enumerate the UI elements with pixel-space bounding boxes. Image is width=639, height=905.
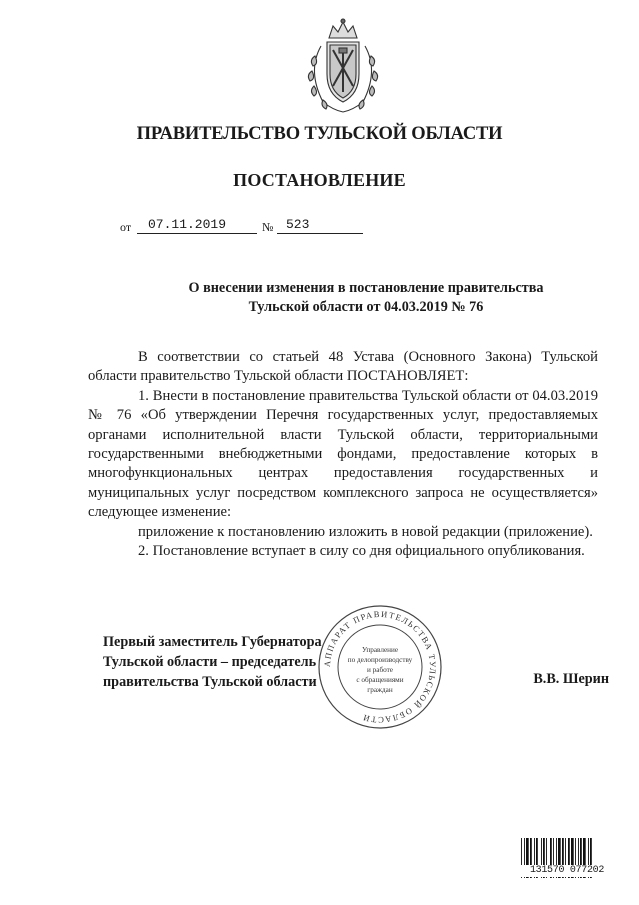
subject-line-2: Тульской области от 04.03.2019 № 76 — [248, 299, 484, 315]
stamp-line-1: Управление — [361, 646, 399, 654]
barcode-number: 131570 077202 — [519, 865, 615, 877]
stamp-line-4: с обращениями — [356, 676, 404, 684]
date-underline — [137, 233, 257, 234]
stamp-ring-text: АППАРАТ ПРАВИТЕЛЬСТВА ТУЛЬСКОЙ ОБЛАСТИ — [321, 608, 439, 726]
signatory-line-2: Тульской области – председатель — [103, 654, 317, 670]
stamp-line-3: и работе — [367, 666, 393, 674]
signatory-line-3: правительства Тульской области — [103, 674, 317, 690]
document-type: ПОСТАНОВЛЕНИЕ — [233, 170, 406, 190]
body-paragraph-change: приложение к постановлению изложить в новой редакции (приложение). — [138, 523, 593, 540]
document-date: 07.11.2019 — [148, 217, 227, 232]
date-label: от — [120, 220, 132, 234]
government-title: ПРАВИТЕЛЬСТВО ТУЛЬСКОЙ ОБЛАСТИ — [136, 124, 503, 144]
signatory-line-1: Первый заместитель Губернатора — [103, 634, 322, 650]
stamp-line-2: по делопроизводству — [347, 656, 413, 664]
number-label: № — [262, 220, 274, 234]
document-body — [88, 348, 598, 561]
coat-of-arms-icon — [297, 16, 389, 116]
document-subject — [100, 279, 632, 317]
body-paragraph-item-2: 2. Постановление вступает в силу со дня официального опубликования. — [138, 543, 585, 560]
stamp-line-5: граждан — [367, 686, 393, 694]
signatory-name: В.В. Шерин — [533, 671, 609, 687]
subject-line-1: О внесении изменения в постановление правительства — [188, 280, 544, 296]
number-underline — [277, 233, 363, 234]
document-number: 523 — [286, 217, 310, 232]
body-paragraph-preamble: В соответствии со статьей 48 Устава (Основного Закона) Тульской области правительство Тульской области ПОСТАНОВЛЯЕТ: — [88, 349, 598, 385]
body-paragraph-item-1: 1. Внести в постановление правительства Тульской области от 04.03.2019 № 76 «Об утверждении Перечня государственных услуг, предоставляемых органами исполнительной власти Тульской области, территориальными государственными внебюджетными фондами, предоставление которых в многофункциональных центрах предоставления государственных и муниципальных услуг посредством комплексного запроса не осуществляется» следующее изменение: — [88, 387, 598, 521]
signatory-position — [103, 632, 322, 692]
official-stamp — [316, 603, 444, 731]
